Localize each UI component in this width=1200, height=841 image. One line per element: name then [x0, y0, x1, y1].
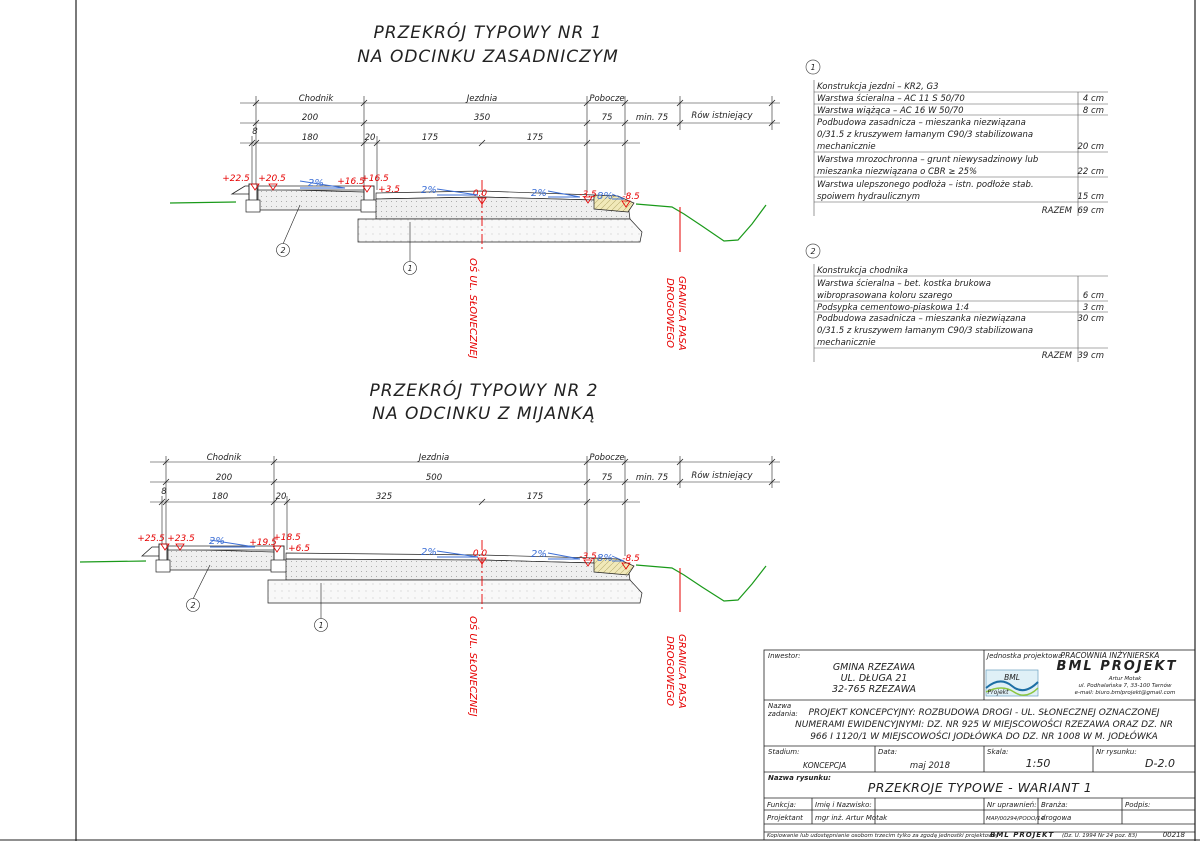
boundary-label: DROGOWEGO: [664, 636, 675, 706]
dim-label-pobocze: Pobocze: [589, 453, 625, 463]
dim-value: 8: [161, 487, 167, 497]
dim-value: min. 75: [635, 473, 669, 483]
dim-value: min. 75: [635, 113, 669, 123]
drawing-name: PRZEKROJE TYPOWE - WARIANT 1: [867, 780, 1093, 795]
task-label: zadania:: [768, 710, 798, 718]
slope-label: 2%: [421, 547, 437, 558]
road-subbase: [358, 219, 642, 242]
slope-label: 2%: [209, 536, 225, 547]
section-1: [170, 21, 780, 359]
scale-value: 1:50: [1025, 757, 1051, 770]
footer-law: (Dz. U. 1994 Nr 24 poz. 83): [1062, 833, 1138, 839]
boundary-label: GRANICA PASA: [676, 634, 687, 709]
road-base: [376, 197, 630, 219]
footer-brand: BML PROJEKT: [990, 831, 1055, 839]
legend-total-label: RAZEM: [1041, 206, 1072, 216]
date-label: Data:: [878, 748, 898, 756]
stage-label: Stadium:: [768, 748, 800, 756]
curb-foundation: [156, 560, 170, 572]
footer-number: 00218: [1162, 831, 1185, 839]
section-2: [80, 379, 780, 717]
elevation-label: 0.0: [472, 189, 488, 199]
elevation-label: +6.5: [288, 544, 310, 554]
legend-row-text: Warstwa ścieralna – bet. kostka brukowa: [817, 279, 991, 289]
legend-row-text: Podbudowa zasadnicza – mieszanka niezwiązana: [817, 118, 1026, 128]
slope-label: 8%: [597, 553, 613, 564]
road-subbase: [268, 580, 642, 603]
row-cell: Projektant: [767, 814, 803, 822]
elevation-label: +19.5: [249, 538, 277, 548]
slope-label: 2%: [421, 185, 437, 196]
dim-value: 175: [421, 133, 439, 143]
callout-number: 2: [190, 601, 196, 610]
date-value: maj 2018: [909, 761, 951, 771]
drawing-name-label: Nazwa rysunku:: [768, 774, 831, 782]
investor-line: GMINA RZEZAWA: [832, 662, 916, 673]
footer-note: Kopiowanie lub udostępnianie osobom trzecim tylko za zgodą jednostki projektowej: [767, 833, 998, 839]
header-cell: Branża:: [1041, 801, 1068, 809]
elevation-label: +20.5: [258, 174, 286, 184]
header-cell: Funkcja:: [767, 801, 797, 809]
legend-1: [806, 60, 1108, 216]
section-2-title: PRZEKRÓJ TYPOWY NR 2: [369, 381, 599, 401]
dim-value: 180: [211, 492, 229, 502]
dim-value: 8: [252, 127, 258, 137]
company-line: e-mail: biuro.bmlprojekt@gmail.com: [1074, 690, 1176, 696]
investor-line: UL. DŁUGA 21: [840, 673, 908, 684]
unit-name: PRACOWNIA INŻYNIERSKA: [1060, 651, 1160, 660]
title-block: [764, 650, 1195, 840]
dim-label-row: Rów istniejący: [691, 471, 753, 481]
legend-row-text: 0/31.5 z kruszywem łamanym C90/3 stabilizowana: [817, 326, 1034, 336]
legend-row-text: mieszanka niezwiązana o CBR ≥ 25%: [817, 167, 978, 177]
legend-row-value: 30 cm: [1077, 314, 1104, 324]
logo-text: Projekt: [987, 689, 1009, 696]
slope-label: 2%: [531, 549, 547, 560]
dim-value: 325: [375, 492, 393, 502]
company-name: BML PROJEKT: [1056, 659, 1178, 674]
dim-label-jezdnia: Jezdnia: [466, 94, 498, 104]
callout-number: 1: [318, 621, 324, 630]
legend-number: 2: [810, 247, 816, 256]
axis-label: OŚ UL. SŁONECZNEJ: [467, 258, 478, 359]
slope-label: 2%: [531, 188, 547, 199]
callout-number: 1: [407, 264, 413, 273]
elevation-label: +22.5: [222, 174, 250, 184]
legend-total-label: RAZEM: [1041, 351, 1072, 361]
investor-label: Inwestor:: [768, 652, 801, 660]
callout-number: 2: [280, 246, 286, 255]
section-2-subtitle: NA ODCINKU Z MIJANKĄ: [372, 404, 596, 424]
legend-row-value: 6 cm: [1082, 291, 1104, 301]
elevation-label: +16.5: [361, 174, 389, 184]
investor-line: 32-765 RZEZAWA: [831, 684, 917, 695]
elevation-label: +16.5: [337, 177, 365, 187]
legend-total-value: 69 cm: [1077, 206, 1104, 216]
row-cell: MAP/00294/POOO/14: [986, 816, 1045, 822]
boundary-label: GRANICA PASA: [676, 276, 687, 351]
dim-value: 20: [275, 492, 287, 502]
ground-line-right: [636, 204, 766, 241]
dim-value: 175: [526, 492, 544, 502]
boundary-label: DROGOWEGO: [664, 278, 675, 348]
section-1-subtitle: NA ODCINKU ZASADNICZYM: [357, 47, 619, 67]
legend-row-text: Podbudowa zasadnicza – mieszanka niezwiązana: [817, 314, 1026, 324]
elevation-label: -3.5: [579, 190, 597, 200]
row-cell: drogowa: [1041, 814, 1072, 822]
dim-label-pobocze: Pobocze: [589, 94, 625, 104]
dim-value: 75: [601, 473, 613, 483]
legend-row-text: Warstwa mrozochronna – grunt niewysadzinowy lub: [817, 155, 1039, 165]
dim-value: 20: [364, 133, 376, 143]
dim-label-jezdnia: Jezdnia: [418, 453, 450, 463]
dim-value: 350: [473, 113, 491, 123]
legend-row-value: 22 cm: [1077, 167, 1104, 177]
axis-label: OŚ UL. SŁONECZNEJ: [467, 616, 478, 717]
dim-value: 200: [215, 473, 233, 483]
elevation-label: +18.5: [273, 533, 301, 543]
legend-row-text: mechanicznie: [817, 142, 876, 152]
legend-row-text: 0/31.5 z kruszywem łamanym C90/3 stabilizowana: [817, 130, 1034, 140]
section-1-title: PRZEKRÓJ TYPOWY NR 1: [373, 23, 603, 43]
elevation-label: -8.5: [622, 554, 640, 564]
curb-foundation: [361, 200, 377, 212]
legend-row-text: Podsypka cementowo-piaskowa 1:4: [817, 303, 970, 313]
task-line: PROJEKT KONCEPCYJNY: ROZBUDOWA DROGI - UL. SŁONECZNEJ OZNACZONEJ: [808, 708, 1160, 718]
dim-value: 180: [301, 133, 319, 143]
dim-label-chodnik: Chodnik: [298, 94, 334, 104]
section-2-dimensions: [150, 456, 780, 556]
legend-row-text: wibroprasowana koloru szarego: [817, 291, 953, 301]
dim-value: 200: [301, 113, 319, 123]
legend-row-value: 20 cm: [1077, 142, 1104, 152]
legend-row-value: 4 cm: [1082, 94, 1104, 104]
unit-label: Jednostka projektowa:: [987, 652, 1065, 660]
task-line: 966 I 1120/1 W MIEJSCOWOŚCI JODŁÓWKA DO DZ. NR 1008 W M. JODŁÓWKA: [810, 732, 1158, 742]
sidewalk-layers: [168, 549, 274, 570]
legend-row-text: spoiwem hydraulicznym: [817, 192, 921, 202]
elevation-label: -3.5: [579, 552, 597, 562]
task-line: NUMERAMI EWIDENCYJNYMI: DZ. NR 925 W MIEJSCOWOŚCI RZEZAWA ORAZ DZ. NR: [795, 720, 1173, 730]
legend-total-value: 39 cm: [1077, 351, 1104, 361]
legend-title: Konstrukcja chodnika: [817, 266, 908, 276]
dim-label-chodnik: Chodnik: [206, 453, 242, 463]
company-line: ul. Podhalańska 7, 33-100 Tarnów: [1078, 683, 1172, 689]
legend-row-text: Warstwa ulepszonego podłoża – istn. podłoże stab.: [817, 180, 1034, 190]
legend-row-text: Warstwa wiążąca – AC 16 W 50/70: [817, 106, 964, 116]
header-cell: Nr uprawnień:: [987, 801, 1037, 809]
section-1-dim-labels: [252, 94, 753, 143]
ground-line: [80, 561, 146, 562]
row-cell: mgr inż. Artur Motak: [815, 814, 888, 822]
scale-label: Skala:: [987, 748, 1009, 756]
legend-number: 1: [810, 63, 816, 72]
section-1-cross-section: [170, 180, 766, 252]
stage-value: KONCEPCJA: [803, 761, 847, 770]
curb-foundation: [271, 560, 287, 572]
header-cell: Imię i Nazwisko:: [815, 801, 872, 809]
slope-label: 2%: [308, 178, 324, 189]
ground-line-right: [636, 565, 766, 601]
drawing-no-value: D-2.0: [1145, 757, 1175, 770]
elevation-label: +3.5: [378, 185, 400, 195]
ground-line: [170, 202, 236, 203]
dim-value: 500: [425, 473, 443, 483]
legend-row-value: 15 cm: [1077, 192, 1104, 202]
dim-value: 175: [526, 133, 544, 143]
dim-value: 75: [601, 113, 613, 123]
curb-foundation: [246, 200, 260, 212]
legend-row-text: Warstwa ścieralna – AC 11 S 50/70: [817, 94, 965, 104]
sidewalk-layers: [258, 189, 364, 210]
dim-label-row: Rów istniejący: [691, 111, 753, 121]
elevation-label: -8.5: [622, 192, 640, 202]
legend-row-value: 8 cm: [1082, 106, 1104, 116]
slope-label: 8%: [597, 191, 613, 202]
company-logo: [986, 670, 1038, 696]
company-line: Artur Motak: [1108, 676, 1142, 682]
drawing-no-label: Nr rysunku:: [1096, 748, 1137, 756]
logo-text: BML: [1004, 673, 1020, 682]
elevation-label: 0.0: [472, 549, 488, 559]
legend-row-value: 3 cm: [1082, 303, 1104, 313]
elevation-label: +25.5: [137, 534, 165, 544]
legend-row-text: mechanicznie: [817, 338, 876, 348]
task-label: Nazwa: [768, 702, 792, 710]
header-cell: Podpis:: [1125, 801, 1151, 809]
elevation-label: +23.5: [167, 534, 195, 544]
legend-title: Konstrukcja jezdni – KR2, G3: [817, 82, 939, 92]
section-2-dim-labels: [161, 453, 753, 502]
legend-2: [806, 244, 1108, 362]
